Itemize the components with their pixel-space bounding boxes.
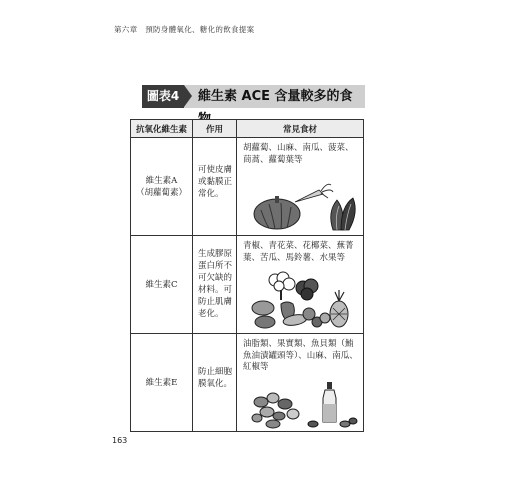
vitamin-e-foods (237, 334, 364, 432)
running-head: 第六章 預防身體氧化、糖化的飲食提案 (114, 25, 255, 34)
pineapple-illustration (330, 290, 348, 327)
broccoli-illustration (269, 272, 295, 300)
col-header-effect: 作用 (193, 120, 237, 138)
vitamin-e-name-text: 維生素E (145, 377, 178, 388)
col-header-foods: 常見食材 (237, 120, 364, 138)
vitamin-e-foods-text: 油脂類、果實類、魚貝類（鮪魚油漬罐頭等）、山麻、南瓜、紅椒等 (243, 339, 358, 372)
potato-illustration (252, 301, 275, 328)
carrot-illustration (295, 184, 333, 202)
vitamin-table (130, 119, 364, 432)
vitamin-c-effect-text: 生成膠原蛋白所不可欠缺的材料。可防止肌膚老化。 (198, 249, 233, 319)
vitamin-c-name (131, 236, 193, 334)
table-row-vitamin-e (131, 334, 364, 432)
vitamin-e-name (131, 334, 193, 432)
vitamin-c-foods-text: 青椒、青花菜、花椰菜、蕪菁葉、苦瓜、馬鈴薯、水果等 (243, 241, 354, 263)
page-number: 163 (112, 436, 128, 445)
vitamin-a-foods-text: 胡蘿蔔、山麻、南瓜、菠菜、茼蒿、蘿蔔葉等 (243, 143, 354, 165)
table-header-row (131, 120, 364, 138)
vitamin-e-effect (193, 334, 237, 432)
table-row-vitamin-c (131, 236, 364, 334)
vitamin-a-illustration (245, 172, 367, 234)
vitamin-e-illustration (243, 378, 367, 430)
vitamin-a-name (131, 138, 193, 236)
figure-title: 維生素 ACE 含量較多的食 (198, 89, 353, 104)
vitamin-e-effect-text: 防止細胞膜氧化。 (198, 367, 233, 389)
table-row-vitamin-a (131, 138, 364, 236)
vitamin-c-illustration (241, 270, 367, 332)
spinach-illustration (331, 198, 356, 230)
vitamin-c-effect (193, 236, 237, 334)
vitamin-c-foods (237, 236, 364, 334)
vitamin-a-effect-text: 可使皮膚或黏膜正常化。 (198, 165, 233, 199)
fruits-illustration (303, 308, 330, 327)
vitamin-c-name-text: 維生素C (145, 279, 178, 290)
vitamin-a-foods (237, 138, 364, 236)
nuts-illustration (252, 393, 299, 428)
figure-caption (142, 85, 365, 108)
cauliflower-illustration (296, 279, 318, 300)
oil-bottle-illustration (323, 382, 336, 422)
vitamin-a-name-text: 維生素A （胡蘿蔔素） (135, 175, 187, 198)
pumpkin-illustration (254, 196, 300, 229)
figure-label-arrow (184, 85, 192, 107)
vitamin-a-effect (193, 138, 237, 236)
figure-label: 圖表4 (142, 85, 184, 108)
col-header-vitamin: 抗氧化維生素 (131, 120, 193, 138)
